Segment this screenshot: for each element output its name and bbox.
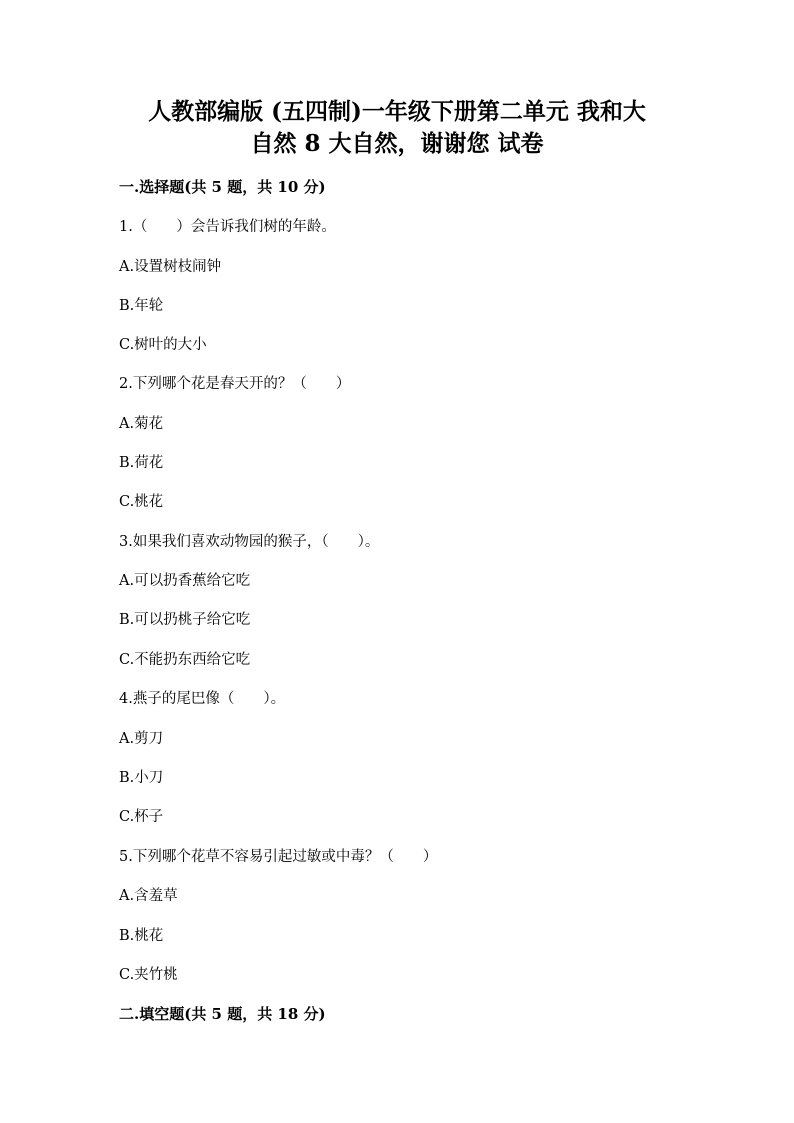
option-a: A.含羞草 [119, 888, 178, 904]
title-line-1: 人教部编版 (五四制)一年级下册第二单元 我和大 [148, 98, 646, 125]
option-c: C.不能扔东西给它吃 [119, 652, 251, 668]
option-b: B.年轮 [119, 298, 164, 314]
option-b: B.小刀 [119, 770, 164, 786]
option-a: A.可以扔香蕉给它吃 [119, 573, 251, 589]
option-c: C.夹竹桃 [119, 967, 178, 983]
section-heading-choice: 一.选择题(共 5 题，共 10 分) [119, 178, 326, 196]
question-stem: 1.（ ）会告诉我们树的年龄。 [119, 219, 336, 235]
section-heading-fill-blank: 二.填空题(共 5 题，共 18 分) [119, 1005, 326, 1023]
option-b: B.可以扔桃子给它吃 [119, 612, 251, 628]
option-a: A.设置树枝闹钟 [119, 259, 222, 275]
title-line-2: 自然 8 大自然，谢谢您 试卷 [250, 130, 544, 157]
question-stem: 5.下列哪个花草不容易引起过敏或中毒？（ ） [119, 849, 438, 865]
option-c: C.杯子 [119, 809, 164, 825]
option-c: C.树叶的大小 [119, 337, 207, 353]
question-stem: 4.燕子的尾巴像（ ）。 [119, 691, 286, 707]
option-b: B.桃花 [119, 928, 164, 944]
option-c: C.桃花 [119, 494, 164, 510]
option-a: A.菊花 [119, 416, 164, 432]
option-a: A.剪刀 [119, 731, 164, 747]
option-b: B.荷花 [119, 455, 164, 471]
question-stem: 2.下列哪个花是春天开的？（ ） [119, 376, 351, 392]
question-stem: 3.如果我们喜欢动物园的猴子，（ ）。 [119, 534, 380, 550]
